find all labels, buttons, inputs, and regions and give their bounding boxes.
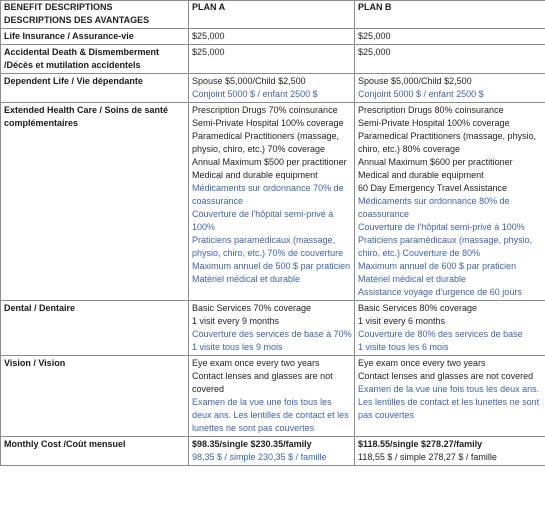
plan-b-value: $25,000	[358, 47, 391, 57]
plan-b-en-line: Eye exam once every two years	[358, 358, 486, 368]
plan-b-fr-line: Assistance voyage d'urgence de 60 jours	[358, 287, 522, 297]
plan-a-fr-line: Conjoint 5000 $ / enfant 2500 $	[192, 89, 318, 99]
plan-a-fr-line: Praticiens paramédicaux (massage, physio, chiro, etc.) 70% de couverture	[192, 235, 344, 258]
row-label-dependent-life: Dependent Life / Vie dépendante	[1, 74, 189, 103]
plan-b-en-line: Basic Services 80% coverage	[358, 303, 478, 313]
table-row	[1, 356, 545, 437]
plan-a-dependent-life	[189, 74, 355, 103]
plan-b-add	[355, 45, 545, 74]
plan-a-value: $25,000	[192, 31, 225, 41]
table-row	[1, 437, 545, 466]
plan-b-fr-line: Couverture de 80% des services de base	[358, 329, 523, 339]
plan-b-en-line: 1 visit every 6 months	[358, 316, 446, 326]
header-plan-a: PLAN A	[189, 1, 355, 29]
plan-a-fr-line: 1 visite tous les 9 mois	[192, 342, 283, 352]
row-label-vision: Vision / Vision	[1, 356, 189, 437]
plan-b-en-line: Annual Maximum $600 per practitioner	[358, 157, 513, 167]
plan-a-fr-line: Examen de la vue une fois tous les deux ans. Les lentilles de contact et les lunettes ne sont pas couvertes	[192, 397, 349, 433]
row-label-monthly-cost: Monthly Cost /Coût mensuel	[1, 437, 189, 466]
row-label-add: Accidental Death & Dismemberment /Décès et mutilation accidentels	[1, 45, 189, 74]
header-col1-fr: DESCRIPTIONS DES AVANTAGES	[4, 15, 150, 25]
plan-b-en-line: Spouse $5,000/Child $2,500	[358, 76, 472, 86]
plan-a-en-line: Paramedical Practitioners (massage, physio, chiro, etc.) 70% coverage	[192, 131, 340, 154]
plan-a-fr-line: Matériel médical et durable	[192, 274, 301, 284]
table-row	[1, 74, 545, 103]
plan-a-en-line: Contact lenses and glasses are not covered	[192, 371, 333, 394]
plan-b-dependent-life	[355, 74, 545, 103]
plan-b-en-line: Paramedical Practitioners (massage, physio, chiro, etc.) 80% coverage	[358, 131, 537, 154]
plan-a-monthly-cost	[189, 437, 355, 466]
plan-a-dental	[189, 301, 355, 356]
plan-b-dental	[355, 301, 545, 356]
plan-b-fr-line: 118,55 $ / simple 278,27 $ / famille	[358, 452, 497, 462]
plan-a-en-line: $98.35/single $230.35/family	[192, 439, 312, 449]
plan-a-en-line: Basic Services 70% coverage	[192, 303, 312, 313]
plan-a-en-line: Medical and durable equipment	[192, 170, 318, 180]
plan-a-en-line: Semi-Private Hospital 100% coverage	[192, 118, 344, 128]
plan-a-en-line: Annual Maximum $500 per practitioner	[192, 157, 347, 167]
plan-b-en-line: $118.55/single $278.27/family	[358, 439, 483, 449]
table-header-row	[1, 1, 545, 29]
plan-b-fr-line: Couverture de l'hôpital semi-privé à 100%	[358, 222, 525, 232]
plan-b-fr-line: 1 visite tous les 6 mois	[358, 342, 449, 352]
plan-a-en-line: Eye exam once every two years	[192, 358, 320, 368]
plan-a-life-insurance	[189, 29, 355, 45]
table-row	[1, 301, 545, 356]
plan-b-vision	[355, 356, 545, 437]
plan-b-en-line: 60 Day Emergency Travel Assistance	[358, 183, 508, 193]
plan-a-fr-line: Couverture des services de base à 70%	[192, 329, 352, 339]
row-label-life-insurance: Life Insurance / Assurance-vie	[1, 29, 189, 45]
plan-a-fr-line: Maximum annuel de 500 $ par praticien	[192, 261, 351, 271]
header-col1-en: BENEFIT DESCRIPTIONS	[4, 2, 113, 12]
plan-b-life-insurance	[355, 29, 545, 45]
plan-b-monthly-cost	[355, 437, 545, 466]
plan-b-fr-line: Médicaments sur ordonnance 80% de coassurance	[358, 196, 510, 219]
plan-b-fr-line: Matériel médical et durable	[358, 274, 467, 284]
plan-b-en-line: Semi-Private Hospital 100% coverage	[358, 118, 510, 128]
plan-a-en-line: Spouse $5,000/Child $2,500	[192, 76, 306, 86]
table-row	[1, 103, 545, 301]
plan-a-extended-health	[189, 103, 355, 301]
plan-a-en-line: 1 visit every 9 months	[192, 316, 280, 326]
plan-b-fr-line: Examen de la vue une fois tous les deux ans. Les lentilles de contact et les lunettes ne sont pas couvertes	[358, 384, 540, 420]
row-label-extended-health: Extended Health Care / Soins de santé complémentaires	[1, 103, 189, 301]
plan-b-en-line: Contact lenses and glasses are not covered	[358, 371, 534, 381]
header-plan-b: PLAN B	[355, 1, 545, 29]
plan-a-fr-line: 98,35 $ / simple 230,35 $ / famille	[192, 452, 327, 462]
table-row	[1, 45, 545, 74]
plan-a-add	[189, 45, 355, 74]
plan-b-extended-health	[355, 103, 545, 301]
plan-a-vision	[189, 356, 355, 437]
row-label-dental: Dental / Dentaire	[1, 301, 189, 356]
header-benefit-descriptions	[1, 1, 189, 29]
plan-a-value: $25,000	[192, 47, 225, 57]
plan-b-en-line: Prescription Drugs 80% coinsurance	[358, 105, 504, 115]
plan-b-value: $25,000	[358, 31, 391, 41]
plan-b-en-line: Medical and durable equipment	[358, 170, 484, 180]
plan-a-fr-line: Couverture de l'hôpital semi-privé à 100%	[192, 209, 334, 232]
plan-a-en-line: Prescription Drugs 70% coinsurance	[192, 105, 338, 115]
plan-a-fr-line: Médicaments sur ordonnance 70% de coassurance	[192, 183, 344, 206]
plan-b-fr-line: Maximum annuel de 600 $ par praticien	[358, 261, 517, 271]
plan-b-fr-line: Conjoint 5000 $ / enfant 2500 $	[358, 89, 484, 99]
table-row	[1, 29, 545, 45]
plan-b-fr-line: Praticiens paramédicaux (massage, physio, chiro, etc.) Couverture de 80%	[358, 235, 533, 258]
